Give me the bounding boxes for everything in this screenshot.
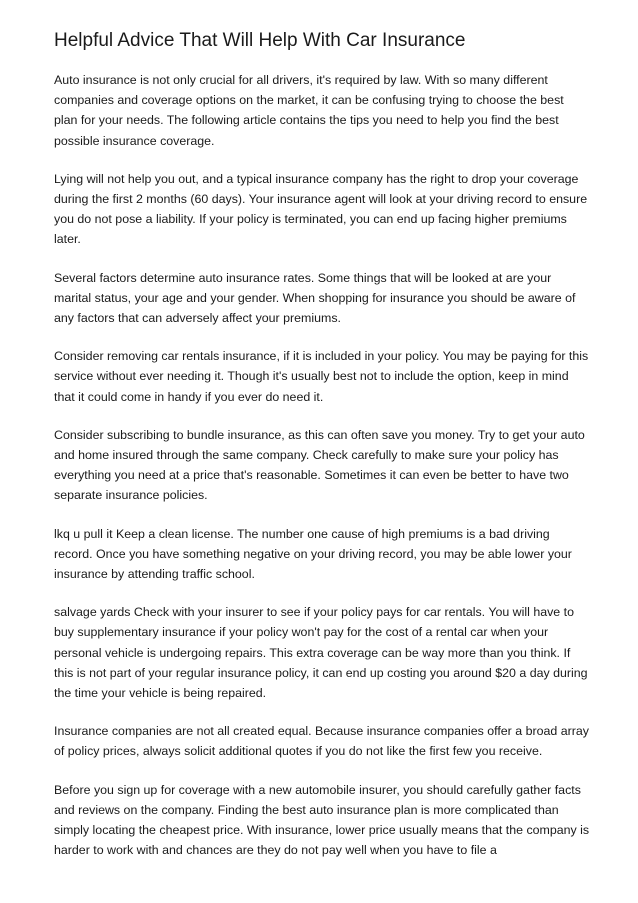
article-body <box>54 70 590 879</box>
paragraph: Consider subscribing to bundle insurance, as this can often save you money. Try to get your auto and home insured through the same company. Check carefully to make sure your policy has everything you need at a price that's reasonable. Sometimes it can even be better to have two separate insurance policies. <box>54 427 585 503</box>
paragraph: Several factors determine auto insurance rates. Some things that will be looked at are your marital status, your age and your gender. When shopping for insurance you should be aware of any factors that can adversely affect your premiums. <box>54 270 576 326</box>
paragraph: Insurance companies are not all created equal. Because insurance companies offer a broad array of policy prices, always solicit additional quotes if you do not like the first few you receive. <box>54 724 589 759</box>
paragraph: salvage yards Check with your insurer to see if your policy pays for car rentals. You will have to buy supplementary insurance if your policy won't pay for the cost of a rental car when your personal vehicle is undergoing repairs. This extra coverage can be way more than you think. If this is not part of your regular insurance policy, it can end up costing you around $20 a day during the time your vehicle is being repaired. <box>54 605 588 701</box>
paragraph: Before you sign up for coverage with a new automobile insurer, you should carefully gather facts and reviews on the company. Finding the best auto insurance plan is more complicated than simply locating the cheapest price. With insurance, lower price usually means that the company is harder to work with and chances are they do not pay well when you have to file a <box>54 782 590 858</box>
paragraph: lkq u pull it Keep a clean license. The number one cause of high premiums is a bad driving record. Once you have something negative on your driving record, you may be able lower your insurance by attending traffic school. <box>54 526 572 582</box>
paragraph: Consider removing car rentals insurance, if it is included in your policy. You may be paying for this service without ever needing it. Though it's usually best not to include the option, keep in mind that it could come in handy if you ever do need it. <box>54 349 589 404</box>
paragraph: Lying will not help you out, and a typical insurance company has the right to drop your coverage during the first 2 months (60 days). Your insurance agent will look at your driving record to ensure you do not pose a liability. If your policy is terminated, you can end up facing higher premiums later. <box>54 171 588 247</box>
paragraph: Auto insurance is not only crucial for all drivers, it's required by law. With so many different companies and coverage options on the market, it can be confusing trying to choose the best plan for your needs. The following article contains the tips you need to help you find the best possible insurance coverage. <box>54 73 564 148</box>
page-title: Helpful Advice That Will Help With Car Insurance <box>54 30 466 51</box>
